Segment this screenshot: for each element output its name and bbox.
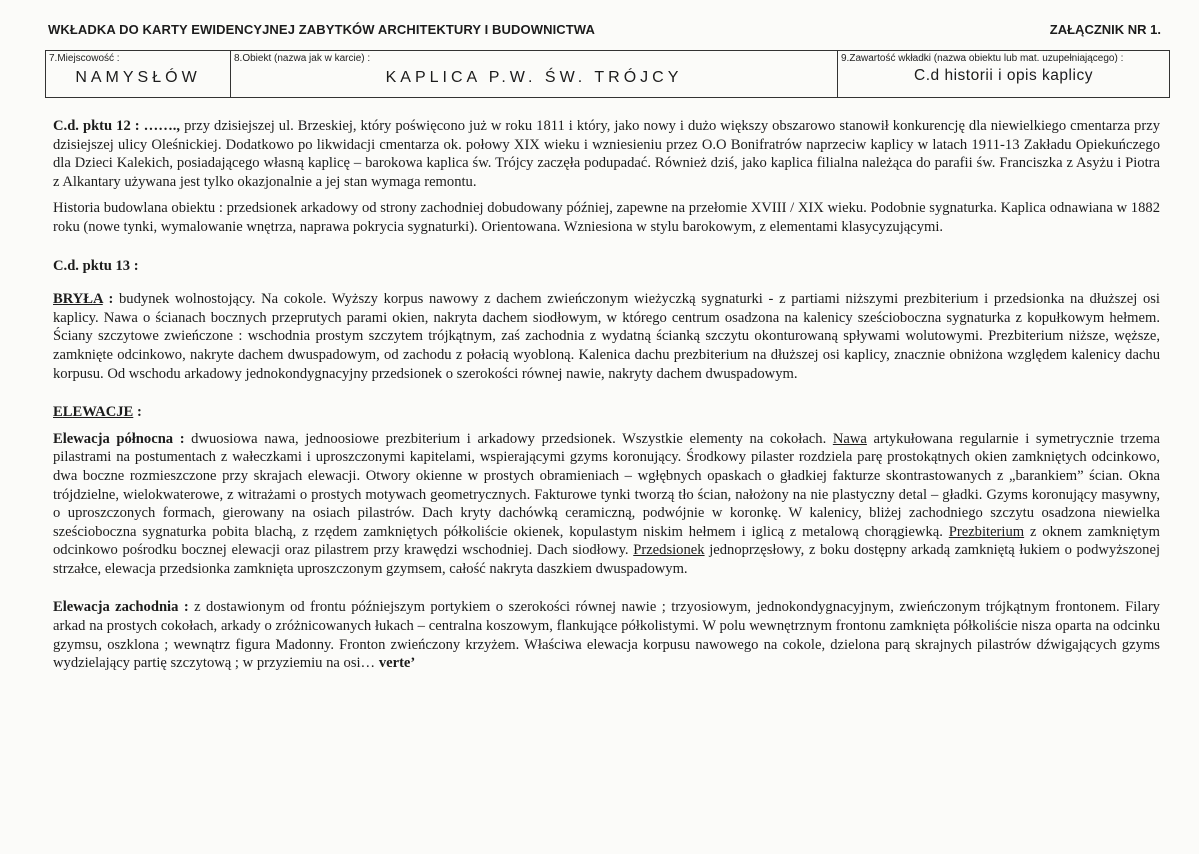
paragraph-point-12 (53, 117, 1160, 191)
object-value: KAPLICA P.W. ŚW. TRÓJCY (385, 69, 683, 86)
locality-cell (46, 51, 231, 97)
object-label: 8.Obiekt (nazwa jak w karcie) : (234, 53, 371, 64)
contents-value: C.d historii i opis kaplicy (914, 67, 1093, 84)
bryla-heading: BRYŁA (53, 291, 103, 308)
object-cell (231, 51, 838, 97)
west-elevation-heading: Elewacja zachodnia : (53, 599, 189, 616)
contents-label: 9.Zawartość wkładki (nazwa obiektu lub mat. uzupełniającego) : (841, 53, 1124, 64)
north-text-4: jednoprzęsłowy, z boku dostępny arkadą zamkniętą łukiem o podwyższonej strzałce, elewacja przedsionka zamknięta uproszczonym gzymsem, całość nakryta daszkiem dwuspadowym. (53, 542, 1160, 577)
paragraph-point-13 (53, 257, 1160, 276)
paragraph-bryla (53, 290, 1160, 383)
north-przedsionek: Przedsionek (633, 542, 705, 559)
history-text: Historia budowlana obiektu : przedsionek arkadowy od strony zachodniej dobudowany później, zapewne na przełomie XVIII / XIX wieku. Podobnie sygnaturka. Kaplica odnawiana w 1882 roku (nowe tynki, wymalowanie wnętrza, naprawa pokrycia sygnaturki). Orientowana. Wzniesiona w stylu barokowym, z elementami klasycyzującymi. (53, 200, 1160, 235)
document-title: WKŁADKA DO KARTY EWIDENCYJNEJ ZABYTKÓW ARCHITEKTURY I BUDOWNICTWA (48, 22, 595, 37)
contents-cell (838, 51, 1169, 97)
bryla-text: budynek wolnostojący. Na cokole. Wyższy korpus nawowy z dachem zwieńczonym wieżyczką sygnaturki - z partiami niższymi prezbiterium i przedsionka na dłuższej osi kaplicy. Nawa o ścianach bocznych przeprutych parami okien, nakryta dachem siodłowym, w którego centrum osadzona na kalenicy sześcioboczna sygnaturka z kopułkowym hełmem. Ściany szczytowe zwieńczone : wschodnia prostym szczytem trójkątnym, zaś zachodnia z wydatną ścianką szczytu okonturowaną spływami wolutowymi. Prezbiterium niższe, węższe, zamknięte odcinkowo, nakryte dachem dwuspadowym, od zachodu z połacią wyobloną. Kalenica dachu prezbiterium na dłuższej osi kaplicy, znacznie obniżona względem kalenicy dachu korpusu. Od wschodu arkadowy jednokondygnacyjny przedsionek o szerokości równej nawie, nakryty dachem dwuspadowym. (53, 291, 1160, 382)
north-prezbiterium: Prezbiterium (948, 523, 1025, 540)
paragraph-west-elevation (53, 598, 1160, 672)
annex-number: ZAŁĄCZNIK NR 1. (1049, 22, 1161, 37)
bryla-separator: : (102, 291, 119, 308)
north-text-2: artykułowana regularnie i symetrycznie trzema pilastrami na postumentach z wałeczkami i uproszczonymi kapitelami, wspierającymi gzyms koronujący. Środkowy pilaster rozdziela parę prostokątnych okien zamkniętych odcinkowo, dwa boczne rozmieszczone przy skrajach elewacji. Otwory okienne w prostych obramieniach – wgłębnych opaskach o gładkiej fakturze skontrastowanych z „barankiem” ścian. Okna trójdzielne, wielokwaterowe, z witrażami o prostych motywach geometrycznych. Fakturowe tynki tworzą tło ścian, nałożony na nie plastyczny detal – gładki. Gzyms koronujący masywny, o uproszczonych formach, gierowany na osiach pilastrów. Dach kryty dachówką ceramiczną, podwójnie w koronkę. W kalenicy, bliżej zachodniego szczytu osadzona niewielka sześcioboczna sygnaturka pobita blachą, z rzędem zamkniętych półkoliście okienek, kopulastym niskim hełmem i iglicą z metalową chorągiewką. (53, 430, 1161, 540)
locality-value: NAMYSŁÓW (75, 69, 201, 86)
verte-note: verte’ (378, 655, 416, 672)
paragraph-north-elevation (53, 430, 1160, 579)
locality-label: 7.Miejscowość : (49, 53, 120, 64)
west-text: z dostawionym od frontu późniejszym portykiem o szerokości równej nawie ; trzyosiowym, jednokondygnacyjnym, zwieńczonym trójkątnym frontonem. Filary arkad na prostych cokołach, arkady o zróżnicowanych łukach – centralna koszowym, flankujące półkolistymi. W polu wewnętrznym frontonu zamknięta półkoliście nisza oparta na odcinku gzymsu, oszklona ; wewnątrz figura Madonny. Fronton zwieńczony krzyżem. Właściwa elewacja korpusu nawowego na cokole, dzielona parą skrajnych pilastrów dźwigających gzyms wydzielający partię szczytową ; w przyziemiu na osi… (53, 599, 1160, 672)
form-header-table (45, 50, 1170, 98)
north-text-1: dwuosiowa nawa, jednoosiowe prezbiterium i arkadowy przedsionek. Wszystkie elementy na cokołach. (184, 430, 833, 447)
point-12-heading: C.d. pktu 12 : ……., (53, 118, 181, 134)
paragraph-history (53, 199, 1160, 236)
north-elevation-heading: Elewacja północna : (53, 430, 185, 447)
north-text-3: z oknem zamkniętym odcinkowo pośrodku bocznej elewacji oraz pilastrem przy krawędzi wschodniej. Dach siodłowy. (53, 523, 1161, 559)
elewacje-separator: : (133, 404, 142, 421)
elewacje-heading: ELEWACJE (53, 404, 134, 421)
north-nawa: Nawa (832, 430, 867, 447)
point-12-text: przy dzisiejszej ul. Brzeskiej, który poświęcono już w roku 1811 i który, jako nowy i dużo większy obszarowo stanowił konkurencję dla niewielkiego cmentarza przy dzisiejszej ulicy Oleśnickiej. Dodatkowo po likwidacji cmentarza ok. połowy XIX wieku i wzniesieniu przez O.O Bonifratrów naprzeciw kaplicy w latach 1911-13 Zakładu Opiekuńczego dla Dzieci Kalekich, posiadającego własną kaplicę – barokowa kaplica św. Trójcy zaczęła podupadać. Również dziś, jako kaplica filialna należąca do parafii św. Franciszka z Asyżu i Piotra z Alkantary używana jest tylko okazjonalnie a jej stan wymaga remontu. (53, 118, 1160, 190)
paragraph-elewacje (53, 403, 1160, 422)
document-body (53, 117, 1160, 673)
point-13-heading: C.d. pktu 13 : (53, 257, 139, 274)
